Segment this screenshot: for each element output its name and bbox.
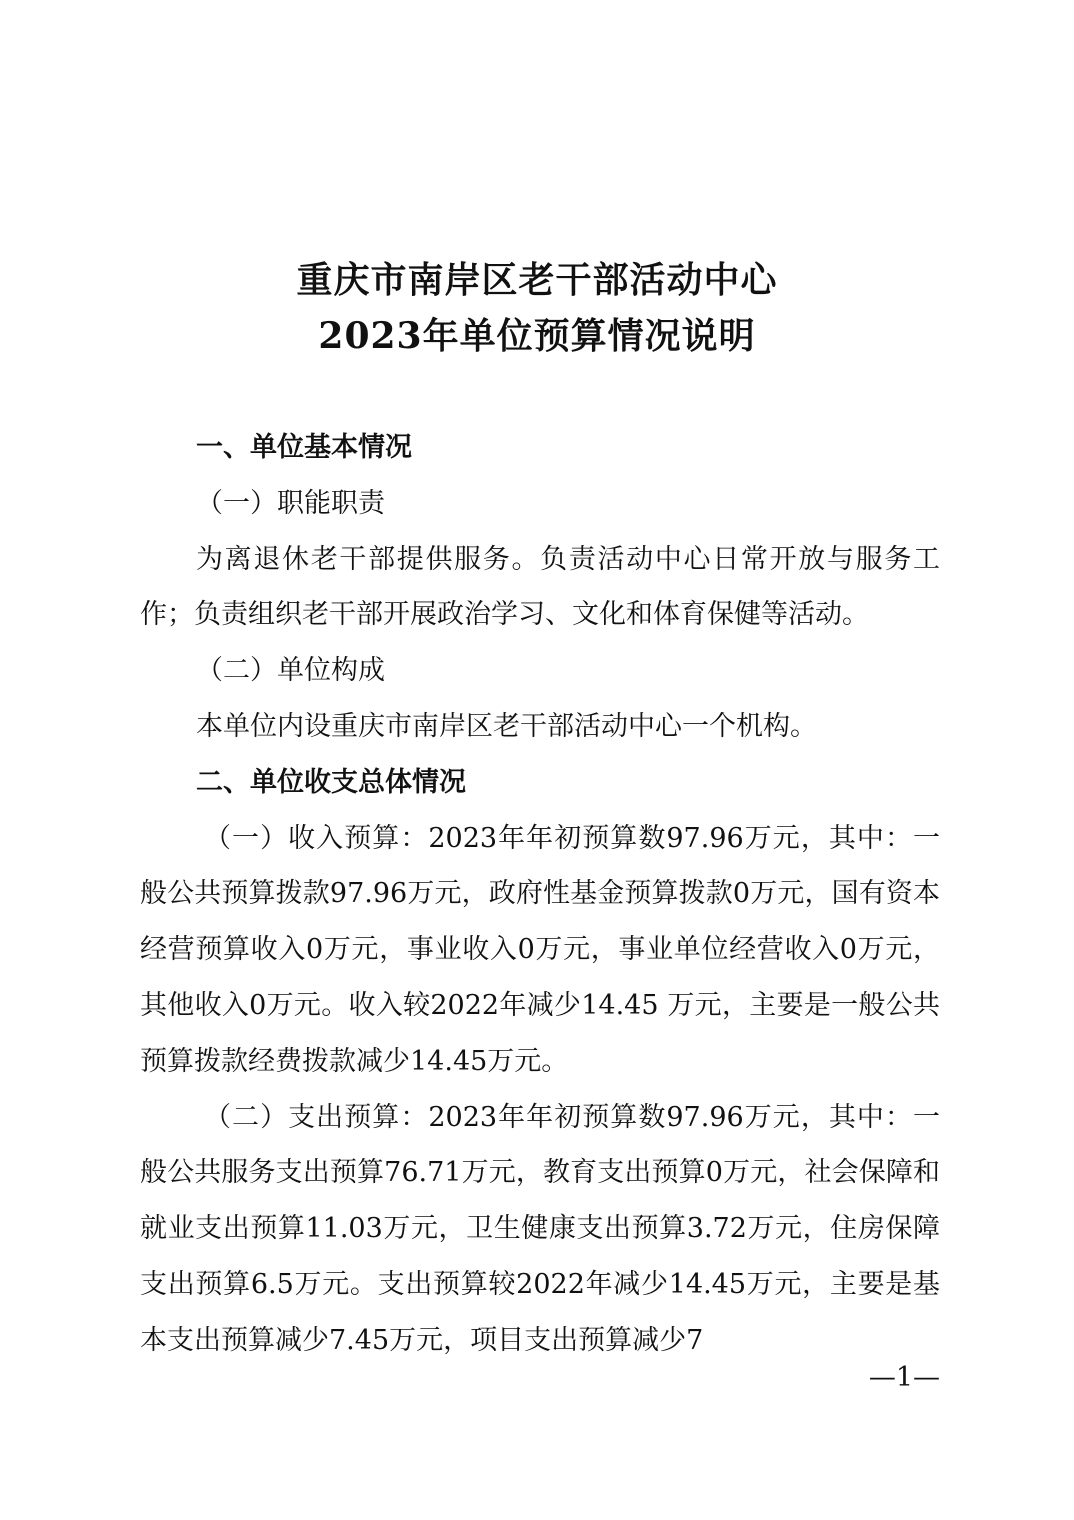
section-heading-basic-info: 一、单位基本情况	[196, 432, 412, 463]
document-body	[140, 420, 940, 1369]
paragraph-income-budget: （一）收入预算：2023年年初预算数97.96万元，其中：一般公共预算拨款97.96万元，政府性基金预算拨款0万元，国有资本经营预算收入0万元，事业收入0万元，事业单位经营收入0万元，其他收入0万元。收入较2022年减少14.45 万元，主要是一般公共预算拨款经费拨款减少14.45万元。	[140, 822, 940, 1077]
subheading-duties: （一）职能职责	[196, 487, 385, 519]
subheading-composition: （二）单位构成	[196, 655, 385, 687]
document-title-line1: 重庆市南岸区老干部活动中心	[296, 259, 778, 301]
paragraph-duties: 为离退休老干部提供服务。负责活动中心日常开放与服务工作；负责组织老干部开展政治学习、文化和体育保健等活动。	[140, 543, 940, 631]
paragraph-expenditure-budget: （二）支出预算：2023年年初预算数97.96万元，其中：一般公共服务支出预算76.71万元，教育支出预算0万元，社会保障和就业支出预算11.03万元，卫生健康支出预算3.72万元，住房保障支出预算6.5万元。支出预算较2022年减少14.45万元，主要是基本支出预算减少7.45万元，项目支出预算减少7	[140, 1101, 940, 1356]
document-title-line2: 2023年单位预算情况说明	[318, 315, 756, 357]
paragraph-composition: 本单位内设重庆市南岸区老干部活动中心一个机构。	[196, 710, 817, 742]
page-number: —1—	[868, 1362, 940, 1393]
section-heading-budget-overview: 二、单位收支总体情况	[196, 766, 466, 798]
